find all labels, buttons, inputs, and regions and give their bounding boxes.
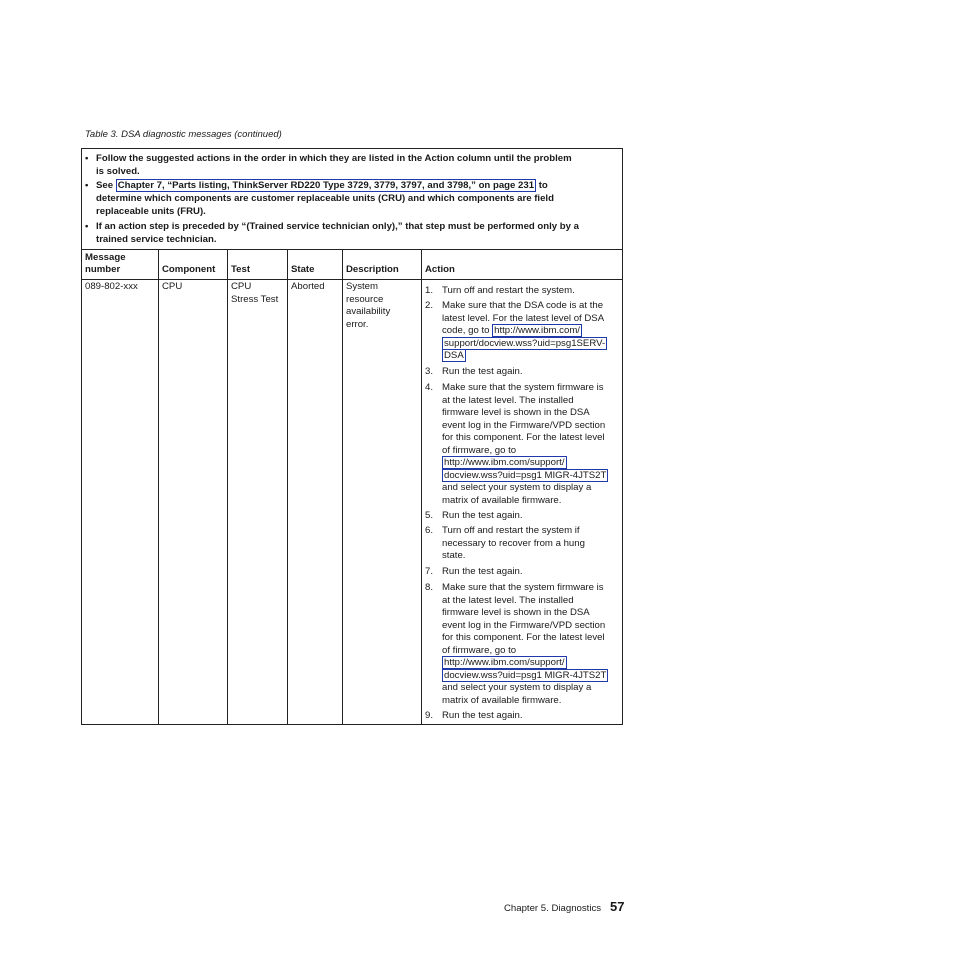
firmware-link[interactable]: docview.wss?uid=psg1 MIGR-4JTS2T [444, 669, 607, 681]
header-component: Component [162, 264, 216, 275]
step-number: 8. [425, 582, 434, 593]
chapter-7-link[interactable]: Chapter 7, “Parts listing, ThinkServer RD220 Type 3729, 3779, 3797, and 3798,” on page 231 [117, 180, 535, 191]
note-text: See [96, 180, 116, 191]
header-message-number: Message number [85, 252, 126, 275]
column-divider [227, 249, 228, 724]
note-line: replaceable units (FRU). [96, 206, 206, 217]
step-number: 5. [425, 510, 434, 521]
column-divider [421, 249, 422, 724]
state-value: Aborted [291, 281, 325, 292]
table-notes [82, 149, 622, 250]
dsa-link[interactable]: support/docview.wss?uid=psg1SERV- [444, 337, 606, 349]
header-action: Action [425, 264, 455, 275]
firmware-link[interactable]: http://www.ibm.com/support/ [444, 457, 565, 468]
note-line: If an action step is preceded by “(Trained service technician only),” that step must be performed only by a [96, 221, 580, 232]
note-text: to [536, 180, 548, 191]
description-value: System resource availability error. [346, 281, 391, 330]
table-caption: Table 3. DSA diagnostic messages (continued) [85, 129, 282, 140]
header-description: Description [346, 264, 399, 275]
dsa-link[interactable]: http://www.ibm.com/ [494, 325, 580, 336]
header-test: Test [231, 264, 251, 275]
step-number: 3. [425, 366, 434, 377]
column-divider [158, 249, 159, 724]
component-value: CPU [162, 281, 183, 292]
note-line: determine which components are customer replaceable units (CRU) and which components are field [96, 193, 554, 204]
bullet: • [85, 153, 89, 164]
page-number: 57 [610, 899, 625, 914]
firmware-link[interactable]: docview.wss?uid=psg1 MIGR-4JTS2T [444, 469, 607, 481]
test-value: CPU Stress Test [231, 281, 279, 305]
header-state: State [291, 264, 315, 275]
bullet: • [85, 180, 89, 191]
message-number: 089-802-xxx [85, 281, 138, 292]
firmware-link[interactable]: http://www.ibm.com/support/ [444, 657, 565, 668]
step-number: 2. [425, 300, 434, 311]
note-line: Follow the suggested actions in the order in which they are listed in the Action column until the problem [96, 153, 572, 164]
note-line: is solved. [96, 166, 140, 177]
header-divider [82, 279, 622, 280]
bullet: • [85, 221, 89, 232]
step-number: 6. [425, 525, 434, 536]
column-divider [342, 249, 343, 724]
step-number: 7. [425, 566, 434, 577]
dsa-link[interactable]: DSA [444, 350, 464, 361]
step-number: 1. [425, 285, 434, 296]
column-divider [287, 249, 288, 724]
footer-chapter: Chapter 5. Diagnostics [504, 903, 602, 914]
diagnostic-table: • Follow the suggested actions in the order in which they are listed in the Action column until the problem is solved. • See Chapter 7, “Parts listing, ThinkServer RD220 Type 3729, 3779, 3797, and 3798,” on page 231 to determine which components are customer replaceable units (CRU) and which components are field replaceable units (FRU). • If an action step is preceded by “(Trained service technician only),” that step must be performed only by a trained service technician. Message number Component Test State Description Action 089-802-xxx CPU CPU Stress Test Aborted System resource availability error. 1. Turn off and restart the system. 2. Make sure that the DSA code is at the latest level. For the latest level of DSA code, go to http://www.ibm.com/ support/docview.wss?uid=psg1SERV- DSA 3. Run the test again. 4. Make sure that the system firmware is at the latest level. The installed firmware level is shown in the DSA event log in the Firmware/VPD section for this component. For the latest level of firmware, go to http://www.ibm.com/support/ docview.wss?uid=psg1 MIGR-4JTS2T and select your system to display a matrix of available firmware. 5. Run the test again. 6. Turn off and restart the system if necessary to recover from a hung state. 7. Run the test again. 8. Make sure that the system firmware is at the latest level. The installed firmware level is shown in the DSA event log in the Firmware/VPD section for this component. For the latest level of firmware, go to http://www.ibm.com/support/ docview.wss?uid=psg1 MIGR-4JTS2T and select your system to display a matrix of available firmware. 9. Run the test again. [81, 148, 623, 725]
note-line: trained service technician. [96, 234, 217, 245]
step-number: 9. [425, 710, 434, 721]
step-number: 4. [425, 382, 434, 393]
